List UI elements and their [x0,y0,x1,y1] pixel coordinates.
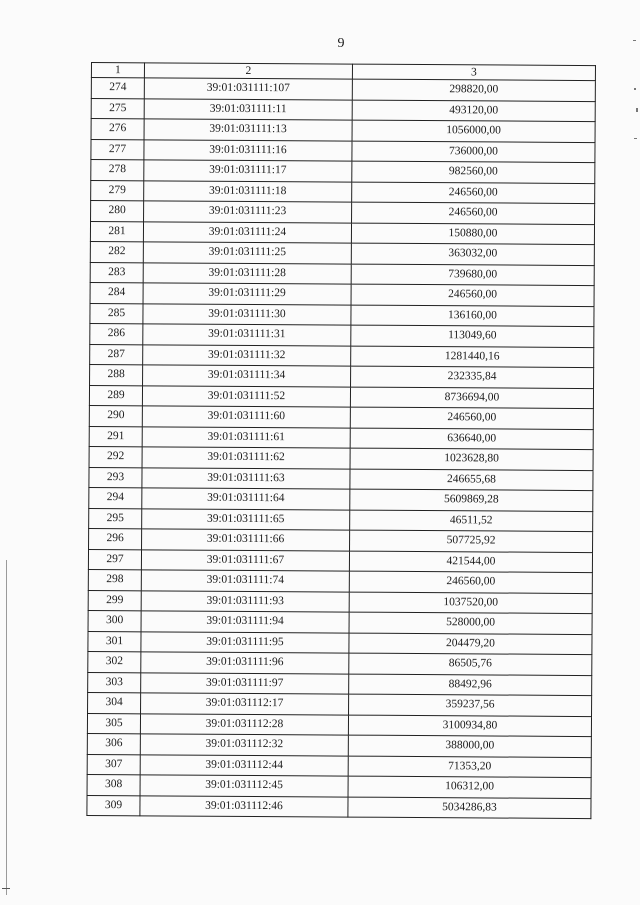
cadastral-value: 421544,00 [349,551,592,573]
cadastral-value: 736000,00 [352,141,595,163]
cadastral-value: 8736694,00 [350,387,593,409]
cadastral-number: 39:01:031111:64 [142,488,350,510]
row-number: 290 [89,405,142,426]
scan-artifact [633,40,636,41]
column-header-3: 3 [352,64,595,80]
row-number: 300 [88,610,141,631]
row-number: 304 [88,692,141,713]
cadastral-value: 1023628,80 [350,448,593,470]
row-number: 294 [89,487,142,508]
cadastral-value: 246560,00 [349,571,592,593]
scan-artifact [2,888,10,889]
row-number: 276 [91,119,144,140]
cadastral-value: 982560,00 [352,161,595,183]
cadastral-value: 1056000,00 [352,120,595,142]
cadastral-number: 39:01:031111:66 [142,529,350,551]
cadastral-value: 5034286,83 [348,797,591,819]
scan-artifact [636,108,638,112]
row-number: 295 [89,508,142,529]
cadastral-number: 39:01:031111:67 [141,549,349,571]
cadastral-number: 39:01:031111:16 [144,139,352,161]
cadastral-number: 39:01:031111:62 [142,447,350,469]
row-number: 284 [90,282,143,303]
cadastral-number: 39:01:031111:74 [141,570,349,592]
row-number: 308 [87,774,140,795]
column-header-2: 2 [144,63,352,79]
scan-artifact [634,88,636,90]
row-number: 297 [88,549,141,570]
cadastral-value: 5609869,28 [350,489,593,511]
cadastral-number: 39:01:031112:46 [140,795,348,817]
row-number: 301 [88,631,141,652]
cadastral-value: 528000,00 [349,612,592,634]
cadastral-value: 246560,00 [351,284,594,306]
cadastral-value: 150880,00 [351,223,594,245]
cadastral-number: 39:01:031111:29 [143,283,351,305]
cadastral-value: 246560,00 [350,407,593,429]
row-number: 282 [90,241,143,262]
cadastral-value: 359237,56 [349,694,592,716]
row-number: 279 [91,180,144,201]
cadastral-number: 39:01:031111:95 [141,631,349,653]
cadastral-number: 39:01:031111:23 [144,201,352,223]
cadastral-number: 39:01:031111:97 [141,672,349,694]
row-number: 306 [87,733,140,754]
cadastral-number: 39:01:031112:17 [141,693,349,715]
cadastral-value: 636640,00 [350,428,593,450]
cadastral-number: 39:01:031111:96 [141,652,349,674]
row-number: 302 [88,651,141,672]
row-number: 278 [91,160,144,181]
cadastral-value: 246655,68 [350,469,593,491]
cadastral-number: 39:01:031111:63 [142,467,350,489]
cadastral-value: 113049,60 [351,325,594,347]
row-number: 299 [88,590,141,611]
row-number: 286 [90,323,143,344]
cadastral-value: 298820,00 [352,79,595,101]
row-number: 274 [91,78,144,99]
row-number: 292 [89,446,142,467]
cadastral-number: 39:01:031111:32 [143,344,351,366]
cadastral-value: 363032,00 [351,243,594,265]
cadastral-number: 39:01:031111:107 [144,78,352,100]
cadastral-number: 39:01:031111:94 [141,611,349,633]
cadastral-value: 246560,00 [352,182,595,204]
row-number: 309 [87,795,140,816]
cadastral-number: 39:01:031111:18 [144,180,352,202]
cadastral-value: 1037520,00 [349,592,592,614]
cadastral-value: 136160,00 [351,305,594,327]
cadastral-number: 39:01:031111:24 [143,221,351,243]
cadastral-number: 39:01:031111:13 [144,119,352,141]
cadastral-value: 507725,92 [350,530,593,552]
table-row [87,795,591,819]
row-number: 285 [90,303,143,324]
cadastral-number: 39:01:031111:30 [143,303,351,325]
cadastral-value: 1281440,16 [351,346,594,368]
cadastral-number: 39:01:031112:44 [140,754,348,776]
cadastral-number: 39:01:031111:31 [143,324,351,346]
row-number: 291 [89,426,142,447]
cadastral-number: 39:01:031111:61 [142,426,350,448]
row-number: 296 [89,528,142,549]
row-number: 303 [88,672,141,693]
page-number: 9 [337,36,345,51]
cadastral-value: 88492,96 [349,674,592,696]
column-header-1: 1 [91,63,144,78]
cadastral-value: 388000,00 [348,735,591,757]
cadastral-number: 39:01:031111:11 [144,98,352,120]
row-number: 289 [89,385,142,406]
row-number: 298 [88,569,141,590]
row-number: 283 [90,262,143,283]
cadastral-value: 739680,00 [351,264,594,286]
cadastral-number: 39:01:031111:52 [142,385,350,407]
cadastral-number: 39:01:031112:32 [140,734,348,756]
cadastral-number: 39:01:031111:65 [142,508,350,530]
cadastral-number: 39:01:031112:45 [140,775,348,797]
cadastral-number: 39:01:031111:34 [143,365,351,387]
cadastral-number: 39:01:031111:93 [141,590,349,612]
cadastral-value-table [86,62,596,819]
cadastral-number: 39:01:031111:17 [144,160,352,182]
row-number: 277 [91,139,144,160]
row-number: 307 [87,754,140,775]
row-number: 281 [90,221,143,242]
scan-margin-line [6,560,7,895]
row-number: 280 [91,201,144,222]
row-number: 305 [87,713,140,734]
cadastral-value: 86505,76 [349,653,592,675]
cadastral-number: 39:01:031111:60 [142,406,350,428]
cadastral-value: 246560,00 [352,202,595,224]
cadastral-value: 3100934,80 [348,715,591,737]
cadastral-number: 39:01:031111:25 [143,242,351,264]
row-number: 275 [91,98,144,119]
row-number: 293 [89,467,142,488]
cadastral-value: 106312,00 [348,776,591,798]
row-number: 288 [90,364,143,385]
cadastral-number: 39:01:031112:28 [140,713,348,735]
cadastral-value: 232335,84 [351,366,594,388]
cadastral-value: 46511,52 [350,510,593,532]
cadastral-value: 71353,20 [348,756,591,778]
scan-artifact [634,138,637,139]
cadastral-value: 493120,00 [352,100,595,122]
cadastral-value: 204479,20 [349,633,592,655]
row-number: 287 [90,344,143,365]
cadastral-number: 39:01:031111:28 [143,262,351,284]
